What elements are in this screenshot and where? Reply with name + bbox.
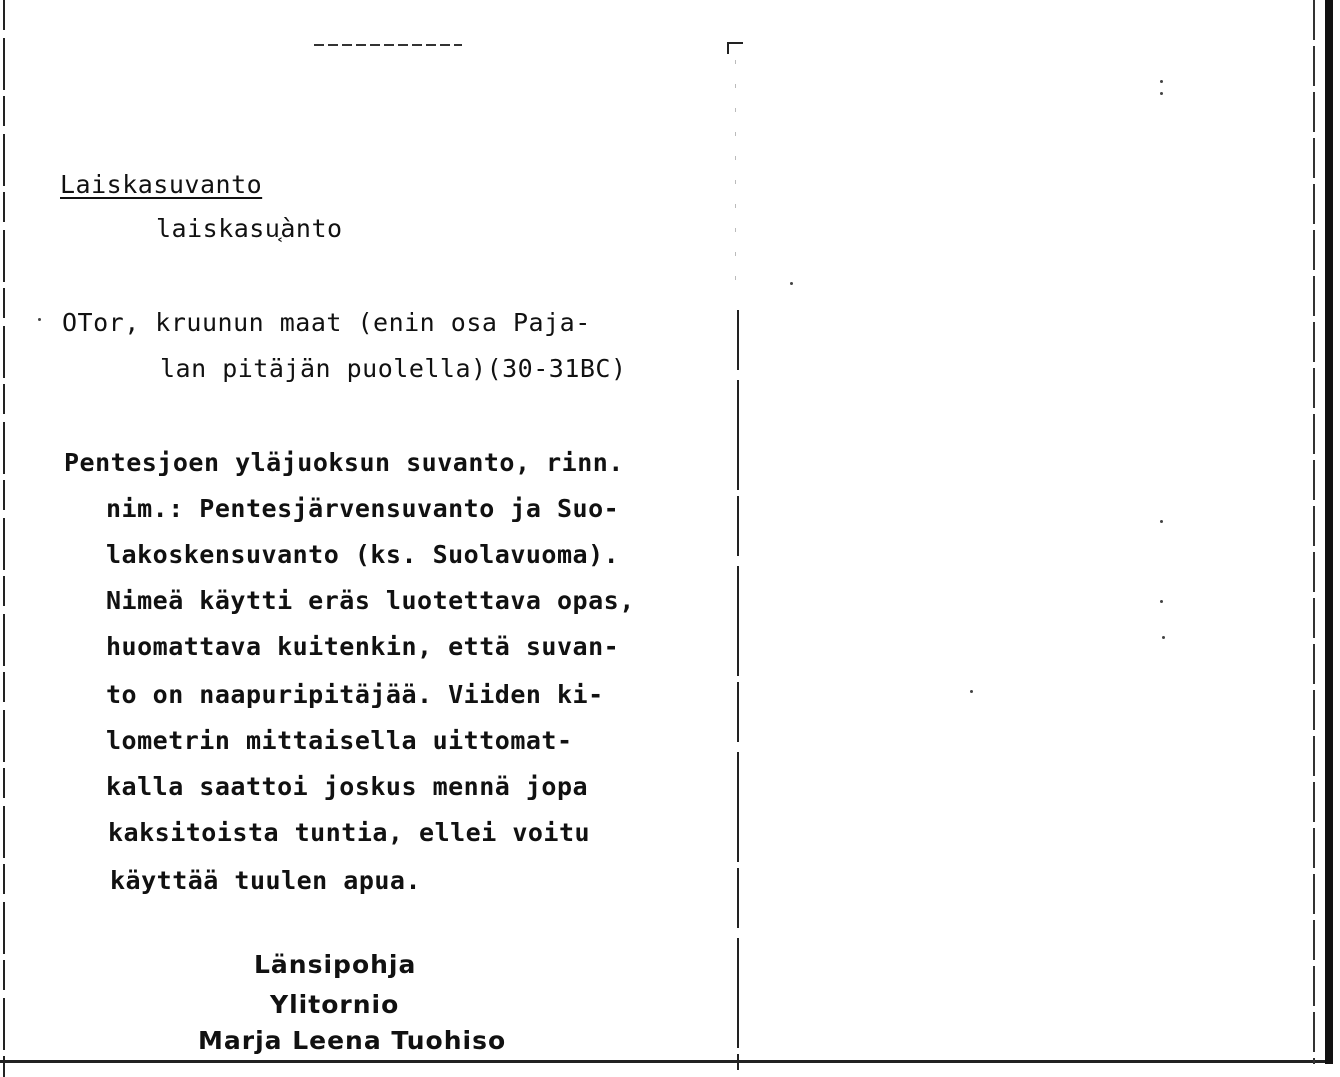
description-line-4: Nimeä käytti eräs luotettava opas, — [106, 586, 635, 615]
description-line-1: Pentesjoen yläjuoksun suvanto, rinn. — [64, 448, 624, 477]
description-line-2: nim.: Pentesjärvensuvanto ja Suo- — [106, 494, 620, 523]
speck — [38, 318, 41, 321]
description-line-9: kaksitoista tuntia, ellei voitu — [108, 818, 591, 847]
card-right-edge-thin — [1313, 0, 1315, 1064]
description-line-7: lometrin mittaisella uittomat- — [106, 726, 573, 755]
speck — [1160, 600, 1163, 603]
card-right-edge — [1325, 0, 1333, 1064]
speck — [1160, 80, 1163, 83]
corner-mark — [727, 42, 743, 54]
card-bottom-edge — [0, 1060, 1328, 1063]
description-line-6: to on naapuripitäjää. Viiden ki- — [106, 680, 604, 709]
location-line-1: OTor, kruunun maat (enin osa Paja- — [62, 308, 591, 337]
speck — [970, 690, 973, 693]
fold-line — [737, 310, 739, 1070]
description-line-5: huomattava kuitenkin, että suvan- — [106, 632, 620, 661]
description-line-8: kalla saattoi joskus mennä jopa — [106, 772, 589, 801]
top-dash-mark — [314, 44, 462, 46]
location-line-2: lan pitäjän puolella)(30-31BC) — [160, 354, 627, 383]
pronunciation: laiskasu͔ànto — [156, 214, 343, 243]
speck — [790, 282, 793, 285]
stamp-region: Länsipohja — [254, 950, 417, 979]
description-line-10: käyttää tuulen apua. — [110, 866, 422, 895]
speck — [1160, 520, 1163, 523]
speck — [1162, 636, 1165, 639]
fold-line-upper — [735, 40, 736, 300]
stamp-municipality: Ylitornio — [270, 990, 400, 1019]
entry-heading: Laiskasuvanto — [60, 170, 263, 199]
stamp-collector: Marja Leena Tuohiso — [198, 1026, 507, 1055]
card-left-edge — [3, 0, 5, 1077]
description-line-3: lakoskensuvanto (ks. Suolavuoma). — [106, 540, 620, 569]
speck — [1160, 92, 1163, 95]
